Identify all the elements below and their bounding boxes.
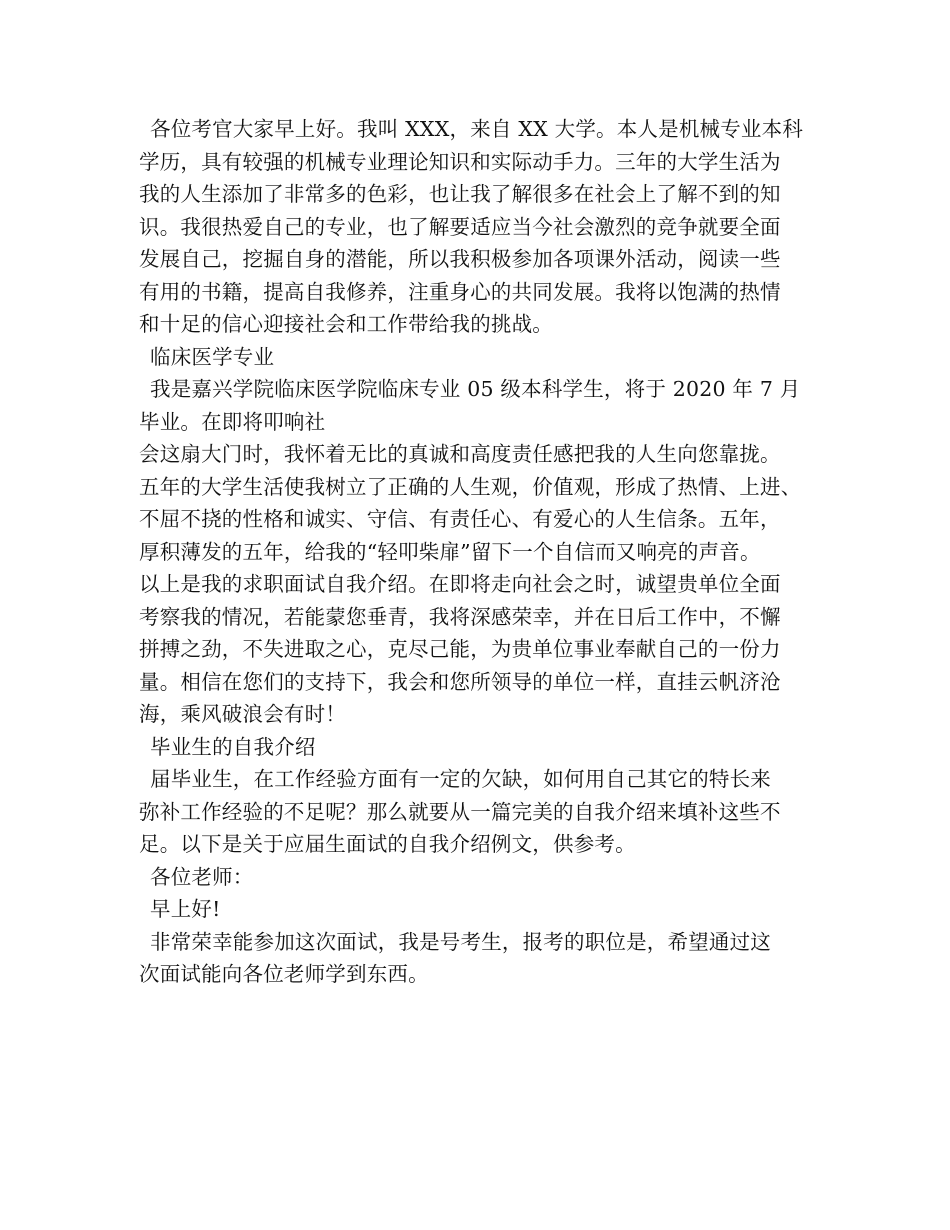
text-line: 不屈不挠的性格和诚实、守信、有责任心、有爱心的人生信条。五年，	[139, 507, 781, 531]
text-line: 考察我的情况，若能蒙您垂青，我将深感荣幸，并在日后工作中，不懈	[139, 604, 781, 629]
text-line: 早上好!	[150, 897, 221, 921]
text-line: 会这扇大门时，我怀着无比的真诚和高度责任感把我的人生向您靠拢。	[139, 442, 781, 466]
text-line: 发展自己，挖掘自身的潜能，所以我积极参加各项课外活动，阅读一些	[139, 247, 781, 271]
text-line: 和十足的信心迎接社会和工作带给我的挑战。	[139, 312, 553, 336]
text-line: 厚积薄发的五年，给我的“轻叩柴扉”留下一个自信而又响亮的声音。	[139, 539, 761, 564]
text-line: 各位老师：	[150, 864, 254, 889]
text-line: 弥补工作经验的不足呢？那么就要从一篇完美的自我介绍来填补这些不	[139, 799, 781, 824]
text-line: 毕业生的自我介绍	[150, 734, 316, 759]
text-line: 学历，具有较强的机械专业理论知识和实际动手力。三年的大学生活为	[139, 149, 781, 174]
text-line: 我是嘉兴学院临床医学院临床专业 05 级本科学生，将于 2020 年 7 月	[150, 377, 801, 401]
text-line: 非常荣幸能参加这次面试，我是号考生，报考的职位是，希望通过这	[150, 929, 771, 954]
text-line: 我的人生添加了非常多的色彩，也让我了解很多在社会上了解不到的知	[139, 182, 781, 206]
text-line: 临床医学专业	[150, 344, 275, 369]
text-line: 识。我很热爱自己的专业，也了解要适应当今社会激烈的竞争就要全面	[139, 214, 781, 239]
text-line: 各位考官大家早上好。我叫 XXX，来自 XX 大学。本人是机械专业本科	[150, 117, 804, 141]
text-line: 以上是我的求职面试自我介绍。在即将走向社会之时，诚望贵单位全面	[139, 572, 781, 596]
document-body	[139, 113, 829, 991]
text-line: 量。相信在您们的支持下，我会和您所领导的单位一样，直挂云帆济沧	[139, 669, 781, 694]
text-line: 届毕业生，在工作经验方面有一定的欠缺，如何用自己其它的特长来	[150, 767, 771, 791]
text-line: 毕业。在即将叩响社	[139, 409, 326, 434]
text-line: 五年的大学生活使我树立了正确的人生观，价值观，形成了热情、上进、	[139, 474, 802, 499]
text-line: 有用的书籍，提高自我修养，注重身心的共同发展。我将以饱满的热情	[139, 279, 781, 304]
text-line: 足。以下是关于应届生面试的自我介绍例文，供参考。	[139, 832, 636, 856]
text-line: 拼搏之劲，不失进取之心，克尽己能，为贵单位事业奉献自己的一份力	[139, 637, 781, 661]
text-line: 海，乘风破浪会有时！	[139, 702, 346, 726]
text-line: 次面试能向各位老师学到东西。	[139, 962, 429, 986]
